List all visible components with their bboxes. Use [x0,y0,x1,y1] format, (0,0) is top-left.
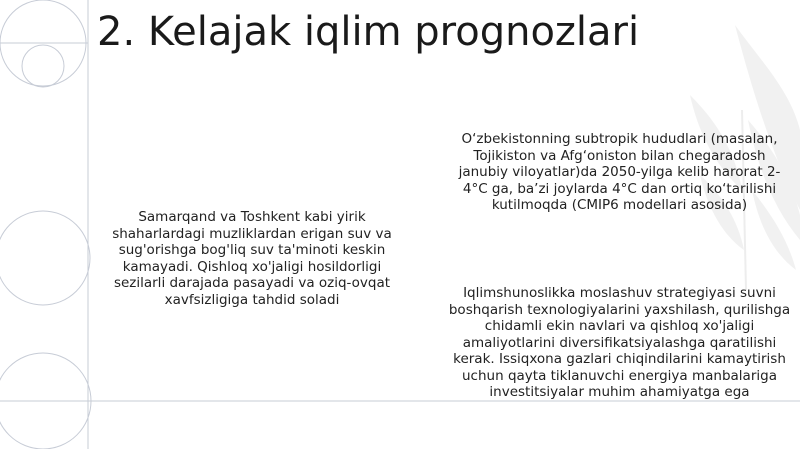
decorative-circle-outline [0,211,90,305]
decorative-circle-outline [22,45,64,87]
body-text-left: Samarqand va Toshkent kabi yirik shaharlardagi muzliklardan erigan suv va sug'orishga bog'liq suv ta'minoti keskin kamayadi. Qishloq xo'jaligi hosildorligi sezilarli darajada pasayadi va oziq-ovqat xavfsizligiga tahdid soladi [112,209,392,308]
body-text-right-top: O‘zbekistonning subtropik hududlari (masalan, Tojikiston va Afg‘oniston bilan chegaradosh janubiy viloyatlar)da 2050-yilga kelib harorat 2-4°C ga, ba’zi joylarda 4°C dan ortiq ko‘tarilishi kutilmoqda (CMIP6 modellari asosida) [458,131,781,213]
slide-title: 2. Kelajak iqlim prognozlari [97,9,640,55]
body-text-right-bottom: Iqlimshunoslikka moslashuv strategiyasi suvni boshqarish texnologiyalarini yaxshilash, qurilishga chidamli ekin navlari va qishloq xo'jaligi amaliyotlarini diversifikatsiyalashga qaratilishi kerak. Issiqxona gazlari chiqindilarini kamaytirish uchun qayta tiklanuvchi energiya manbalariga investitsiyalar muhim ahamiyatga ega [448,285,791,400]
